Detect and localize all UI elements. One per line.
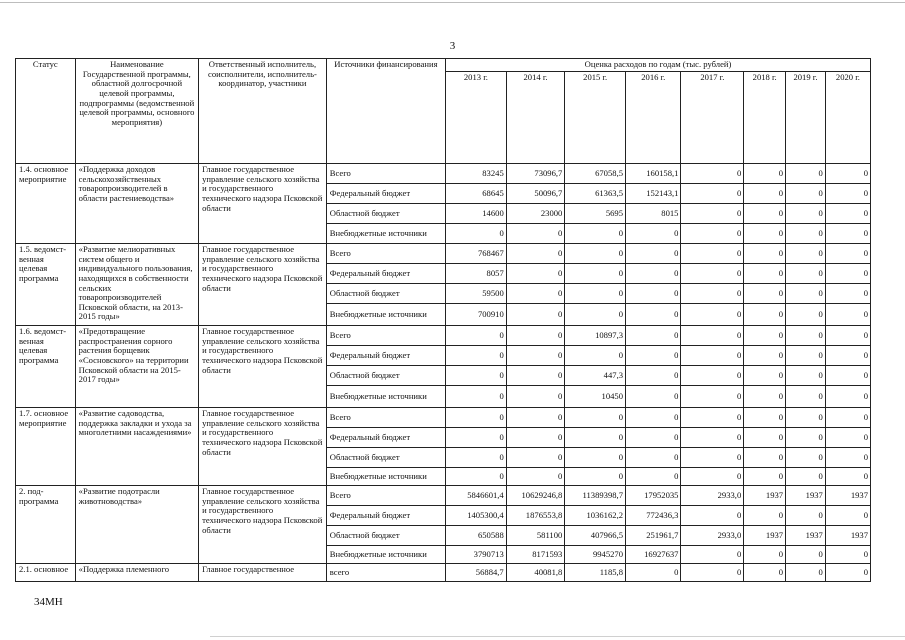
- header-year: 2014 г.: [506, 72, 565, 164]
- row-value: 0: [681, 408, 744, 428]
- page-number: 3: [449, 40, 456, 52]
- row-value: 0: [681, 448, 744, 468]
- row-value: 56884,7: [446, 564, 507, 582]
- row-value: 0: [744, 346, 786, 366]
- row-value: 0: [744, 448, 786, 468]
- row-source: Всего: [326, 408, 445, 428]
- row-value: 2933,0: [681, 526, 744, 546]
- row-value: 160158,1: [626, 164, 681, 184]
- row-value: 0: [744, 366, 786, 386]
- row-value: 0: [565, 468, 626, 486]
- row-executor: Главное государственное управление сельского хозяйства и государственного технического надзора Псковской области: [199, 326, 327, 408]
- row-value: 0: [786, 546, 826, 564]
- expenditure-table: [15, 58, 871, 582]
- row-value: 1876553,8: [506, 506, 565, 526]
- row-value: 1937: [744, 486, 786, 506]
- row-status: 1.6. ведомст-венная целевая программа: [16, 326, 76, 408]
- row-source: Внебюджетные источники: [326, 546, 445, 564]
- row-value: 0: [681, 428, 744, 448]
- header-estimate: Оценка расходов по годам (тыс. рублей): [446, 59, 871, 72]
- header-year: 2013 г.: [446, 72, 507, 164]
- row-value: 650588: [446, 526, 507, 546]
- row-value: 772436,3: [626, 506, 681, 526]
- row-value: 0: [626, 428, 681, 448]
- row-executor: Главное государственное управление сельского хозяйства и государственного технического надзора Псковской области: [199, 486, 327, 564]
- row-value: 0: [825, 366, 870, 386]
- row-value: 0: [681, 244, 744, 264]
- row-status: 2. под-программа: [16, 486, 76, 564]
- header-year: 2015 г.: [565, 72, 626, 164]
- row-value: 0: [786, 448, 826, 468]
- row-source: всего: [326, 564, 445, 582]
- row-value: 11389398,7: [565, 486, 626, 506]
- row-value: 0: [681, 468, 744, 486]
- row-value: 0: [626, 304, 681, 326]
- row-value: 768467: [446, 244, 507, 264]
- row-source: Федеральный бюджет: [326, 184, 445, 204]
- row-value: 251961,7: [626, 526, 681, 546]
- scan-edge-line: [210, 636, 905, 637]
- header-executor: Ответственный исполнитель, соисполнители, исполнитель-координатор, участники: [199, 59, 327, 164]
- row-value: 0: [825, 204, 870, 224]
- row-name: «Развитие мелиоративных систем общего и индивидуального пользования, находящихся в собственности сельских товаропроизводителей Псковской области, на 2013-2015 годы»: [75, 244, 198, 326]
- row-value: 1036162,2: [565, 506, 626, 526]
- row-value: 0: [565, 428, 626, 448]
- row-value: 59500: [446, 284, 507, 304]
- row-value: 0: [786, 184, 826, 204]
- row-value: 0: [565, 448, 626, 468]
- row-value: 8171593: [506, 546, 565, 564]
- row-executor: Главное государственное управление сельского хозяйства и государственного технического надзора Псковской области: [199, 164, 327, 244]
- row-value: 0: [825, 564, 870, 582]
- table-row: [16, 486, 871, 506]
- row-value: 0: [744, 164, 786, 184]
- row-value: 0: [744, 244, 786, 264]
- row-value: 0: [786, 408, 826, 428]
- row-value: 0: [825, 264, 870, 284]
- row-value: 0: [825, 408, 870, 428]
- row-value: 0: [446, 448, 507, 468]
- row-value: 2933,0: [681, 486, 744, 506]
- row-source: Областной бюджет: [326, 448, 445, 468]
- table-body: [16, 164, 871, 582]
- row-value: 0: [744, 506, 786, 526]
- row-value: 0: [825, 244, 870, 264]
- row-source: Областной бюджет: [326, 204, 445, 224]
- row-value: 0: [446, 346, 507, 366]
- row-value: 0: [825, 448, 870, 468]
- row-value: 0: [506, 366, 565, 386]
- row-value: 1937: [786, 526, 826, 546]
- row-value: 0: [681, 546, 744, 564]
- row-value: 1937: [744, 526, 786, 546]
- row-value: 0: [565, 408, 626, 428]
- row-value: 0: [744, 408, 786, 428]
- row-source: Внебюджетные источники: [326, 468, 445, 486]
- row-status: 2.1. основное: [16, 564, 76, 582]
- header-name: Наименование Государственной программы, областной долгосрочной целевой программы, подпрограммы (ведомственной целевой программы, основного мероприятия): [75, 59, 198, 164]
- table-row: [16, 564, 871, 582]
- row-value: 0: [681, 346, 744, 366]
- row-value: 0: [626, 264, 681, 284]
- row-value: 0: [744, 564, 786, 582]
- row-value: 0: [506, 408, 565, 428]
- row-value: 0: [565, 346, 626, 366]
- row-value: 0: [786, 164, 826, 184]
- row-value: 73096,7: [506, 164, 565, 184]
- row-source: Федеральный бюджет: [326, 346, 445, 366]
- row-value: 0: [786, 564, 826, 582]
- row-source: Внебюджетные источники: [326, 304, 445, 326]
- row-value: 1185,8: [565, 564, 626, 582]
- row-source: Всего: [326, 164, 445, 184]
- row-executor: Главное государственное управление сельского хозяйства и государственного технического надзора Псковской области: [199, 244, 327, 326]
- row-value: 0: [825, 428, 870, 448]
- row-value: 0: [506, 304, 565, 326]
- row-value: 23000: [506, 204, 565, 224]
- header-year: 2018 г.: [744, 72, 786, 164]
- row-value: 0: [446, 386, 507, 408]
- row-value: 0: [626, 326, 681, 346]
- table-row: [16, 244, 871, 264]
- row-value: 0: [786, 428, 826, 448]
- row-value: 9945270: [565, 546, 626, 564]
- row-source: Внебюджетные источники: [326, 224, 445, 244]
- row-status: 1.5. ведомст-венная целевая программа: [16, 244, 76, 326]
- row-value: 0: [681, 284, 744, 304]
- row-value: 0: [565, 224, 626, 244]
- row-value: 67058,5: [565, 164, 626, 184]
- row-value: 0: [506, 224, 565, 244]
- header-sources: Источники финансирования: [326, 59, 445, 164]
- row-value: 0: [825, 546, 870, 564]
- row-value: 0: [825, 506, 870, 526]
- row-value: 0: [681, 184, 744, 204]
- row-value: 0: [825, 284, 870, 304]
- scan-edge-line: [0, 2, 905, 3]
- row-value: 3790713: [446, 546, 507, 564]
- row-value: 0: [825, 468, 870, 486]
- row-value: 0: [786, 468, 826, 486]
- row-value: 1937: [786, 486, 826, 506]
- row-value: 0: [626, 244, 681, 264]
- header-year: 2019 г.: [786, 72, 826, 164]
- row-value: 10450: [565, 386, 626, 408]
- row-source: Внебюджетные источники: [326, 386, 445, 408]
- row-source: Областной бюджет: [326, 366, 445, 386]
- row-value: 10897,3: [565, 326, 626, 346]
- row-value: 0: [506, 244, 565, 264]
- row-source: Областной бюджет: [326, 526, 445, 546]
- row-value: 0: [506, 468, 565, 486]
- header-year: 2020 г.: [825, 72, 870, 164]
- row-value: 0: [565, 264, 626, 284]
- row-value: 0: [744, 428, 786, 448]
- row-value: 10629246,8: [506, 486, 565, 506]
- row-value: 0: [506, 448, 565, 468]
- row-value: 0: [786, 346, 826, 366]
- row-value: 0: [446, 408, 507, 428]
- header-year: 2016 г.: [626, 72, 681, 164]
- row-value: 0: [626, 564, 681, 582]
- row-value: 0: [744, 546, 786, 564]
- row-value: 0: [626, 366, 681, 386]
- row-value: 0: [786, 326, 826, 346]
- row-value: 0: [626, 284, 681, 304]
- row-value: 14600: [446, 204, 507, 224]
- row-value: 0: [446, 326, 507, 346]
- header-status: Статус: [16, 59, 76, 164]
- row-value: 0: [825, 304, 870, 326]
- row-value: 0: [825, 326, 870, 346]
- row-value: 0: [681, 386, 744, 408]
- row-name: «Поддержка доходов сельскохозяйственных товаропроизводителей в области растениеводства»: [75, 164, 198, 244]
- row-value: 16927637: [626, 546, 681, 564]
- row-value: 0: [681, 564, 744, 582]
- row-value: 40081,8: [506, 564, 565, 582]
- row-value: 0: [825, 386, 870, 408]
- row-value: 700910: [446, 304, 507, 326]
- row-value: 1937: [825, 486, 870, 506]
- row-value: 61363,5: [565, 184, 626, 204]
- row-value: 0: [681, 224, 744, 244]
- row-value: 0: [626, 224, 681, 244]
- header-year: 2017 г.: [681, 72, 744, 164]
- row-value: 0: [744, 204, 786, 224]
- row-value: 0: [446, 224, 507, 244]
- row-value: 68645: [446, 184, 507, 204]
- row-value: 0: [825, 224, 870, 244]
- row-value: 5695: [565, 204, 626, 224]
- row-value: 0: [786, 264, 826, 284]
- table-row: [16, 408, 871, 428]
- row-value: 0: [626, 386, 681, 408]
- row-value: 8057: [446, 264, 507, 284]
- row-value: 0: [744, 386, 786, 408]
- row-value: 0: [626, 448, 681, 468]
- row-value: 0: [786, 244, 826, 264]
- row-value: 407966,5: [565, 526, 626, 546]
- row-value: 152143,1: [626, 184, 681, 204]
- row-value: 0: [744, 304, 786, 326]
- row-value: 1405300,4: [446, 506, 507, 526]
- row-value: 0: [565, 244, 626, 264]
- row-value: 0: [626, 346, 681, 366]
- row-source: Всего: [326, 244, 445, 264]
- row-name: «Поддержка племенного: [75, 564, 198, 582]
- row-value: 0: [506, 284, 565, 304]
- row-value: 0: [681, 326, 744, 346]
- row-value: 0: [744, 284, 786, 304]
- row-value: 0: [681, 164, 744, 184]
- row-executor: Главное государственное управление сельского хозяйства и государственного технического надзора Псковской области: [199, 408, 327, 486]
- row-value: 0: [744, 184, 786, 204]
- row-value: 0: [744, 224, 786, 244]
- row-value: 0: [626, 408, 681, 428]
- row-value: 0: [744, 326, 786, 346]
- table-row: [16, 326, 871, 346]
- row-value: 0: [506, 264, 565, 284]
- row-value: 0: [825, 184, 870, 204]
- row-name: «Развитие садоводства, поддержка закладки и ухода за многолетними насаждениями»: [75, 408, 198, 486]
- row-value: 0: [786, 304, 826, 326]
- row-value: 0: [786, 366, 826, 386]
- row-value: 0: [786, 224, 826, 244]
- row-name: «Развитие подотрасли животноводства»: [75, 486, 198, 564]
- row-value: 0: [681, 304, 744, 326]
- row-value: 50096,7: [506, 184, 565, 204]
- row-source: Федеральный бюджет: [326, 264, 445, 284]
- table-row: [16, 164, 871, 184]
- row-value: 0: [681, 506, 744, 526]
- row-value: 0: [506, 326, 565, 346]
- row-value: 0: [744, 468, 786, 486]
- row-source: Областной бюджет: [326, 284, 445, 304]
- row-value: 447,3: [565, 366, 626, 386]
- row-value: 0: [565, 284, 626, 304]
- row-source: Федеральный бюджет: [326, 428, 445, 448]
- row-value: 0: [446, 366, 507, 386]
- row-value: 1937: [825, 526, 870, 546]
- row-value: 0: [626, 468, 681, 486]
- row-value: 581100: [506, 526, 565, 546]
- row-source: Федеральный бюджет: [326, 506, 445, 526]
- row-executor: Главное государственное: [199, 564, 327, 582]
- row-value: 0: [681, 366, 744, 386]
- row-value: 0: [506, 386, 565, 408]
- row-value: 0: [786, 506, 826, 526]
- row-value: 0: [446, 428, 507, 448]
- footer-code: 34МН: [34, 596, 63, 608]
- row-source: Всего: [326, 486, 445, 506]
- row-value: 0: [506, 346, 565, 366]
- row-value: 0: [786, 284, 826, 304]
- row-value: 0: [565, 304, 626, 326]
- row-status: 1.4. основное мероприятие: [16, 164, 76, 244]
- row-value: 0: [786, 204, 826, 224]
- row-name: «Предотвращение распространения сорного растения борщевик «Сосновского» на территории Псковской области на 2015-2017 годы»: [75, 326, 198, 408]
- row-value: 83245: [446, 164, 507, 184]
- row-source: Всего: [326, 326, 445, 346]
- row-status: 1.7. основное мероприятие: [16, 408, 76, 486]
- row-value: 0: [681, 204, 744, 224]
- row-value: 0: [506, 428, 565, 448]
- row-value: 0: [681, 264, 744, 284]
- row-value: 0: [446, 468, 507, 486]
- row-value: 0: [786, 386, 826, 408]
- row-value: 5846601,4: [446, 486, 507, 506]
- row-value: 0: [825, 164, 870, 184]
- row-value: 0: [825, 346, 870, 366]
- row-value: 17952035: [626, 486, 681, 506]
- row-value: 0: [744, 264, 786, 284]
- row-value: 8015: [626, 204, 681, 224]
